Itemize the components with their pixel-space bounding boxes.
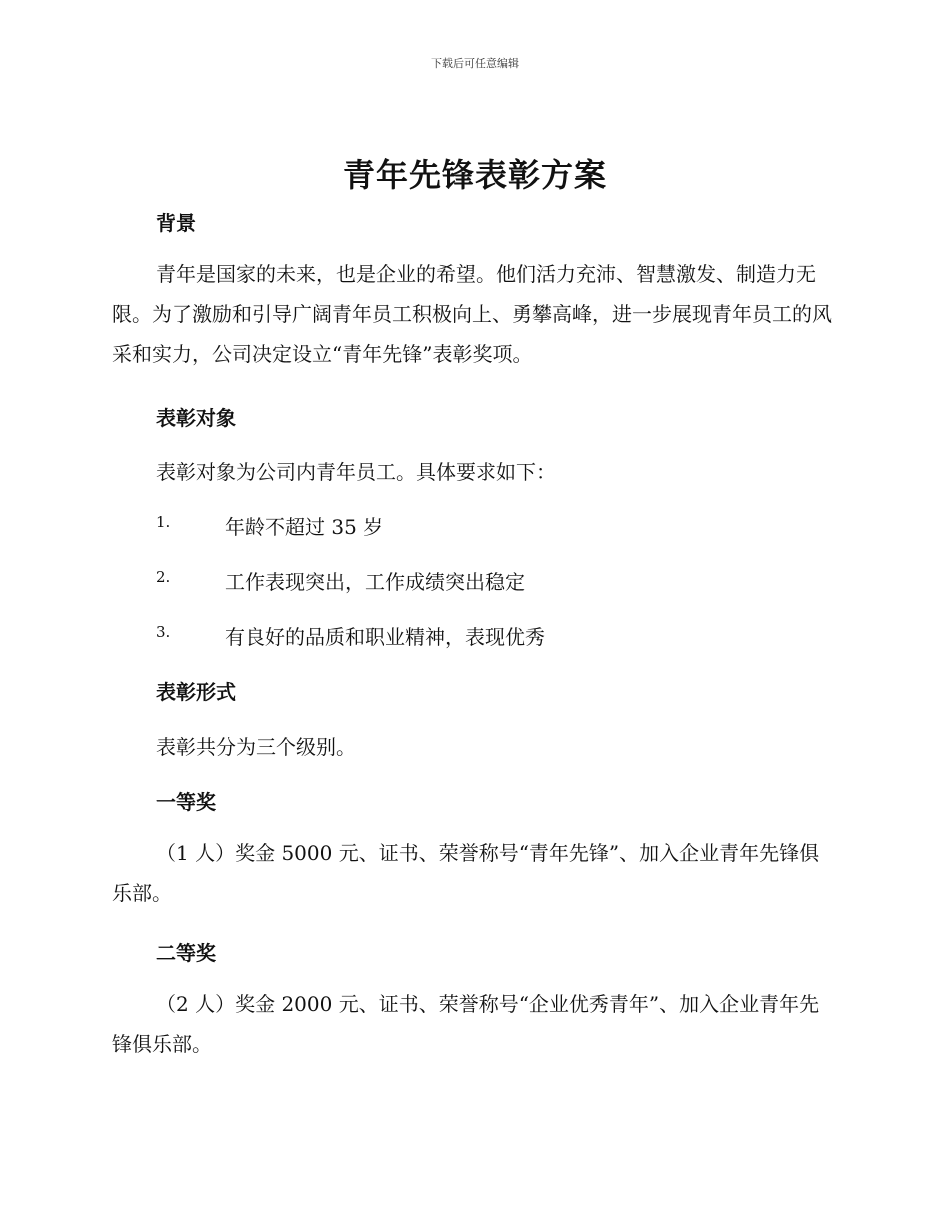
list-item-text: 工作表现突出，工作成绩突出稳定 <box>225 570 525 594</box>
heading-target: 表彰对象 <box>156 406 236 430</box>
paragraph-background: 青年是国家的未来，也是企业的希望。他们活力充沛、智慧激发、制造力无限。为了激励和引导广阔青年员工积极向上、勇攀高峰，进一步展现青年员工的风采和实力，公司决定设立“青年先锋”表彰奖项。 <box>112 262 832 366</box>
list-item-text: 年龄不超过 35 岁 <box>225 515 384 539</box>
list-item-number: 1. <box>156 513 171 531</box>
page-header-note: 下载后可任意编辑 <box>431 57 519 70</box>
heading-background: 背景 <box>156 211 196 235</box>
paragraph-form-intro: 表彰共分为三个级别。 <box>156 735 356 759</box>
paragraph-second-prize: （2 人）奖金 2000 元、证书、荣誉称号“企业优秀青年”、加入企业青年先锋俱乐部。 <box>112 992 820 1056</box>
heading-first-prize: 一等奖 <box>156 790 216 814</box>
list-item-number: 3. <box>156 623 171 641</box>
heading-form: 表彰形式 <box>156 680 236 704</box>
heading-second-prize: 二等奖 <box>156 941 216 965</box>
list-item-text: 有良好的品质和职业精神，表现优秀 <box>225 625 545 649</box>
list-item-number: 2. <box>156 568 171 586</box>
document-title: 青年先锋表彰方案 <box>342 156 607 194</box>
paragraph-target-intro: 表彰对象为公司内青年员工。具体要求如下： <box>156 460 556 484</box>
paragraph-first-prize: （1 人）奖金 5000 元、证书、荣誉称号“青年先锋”、加入企业青年先锋俱乐部。 <box>112 841 820 905</box>
